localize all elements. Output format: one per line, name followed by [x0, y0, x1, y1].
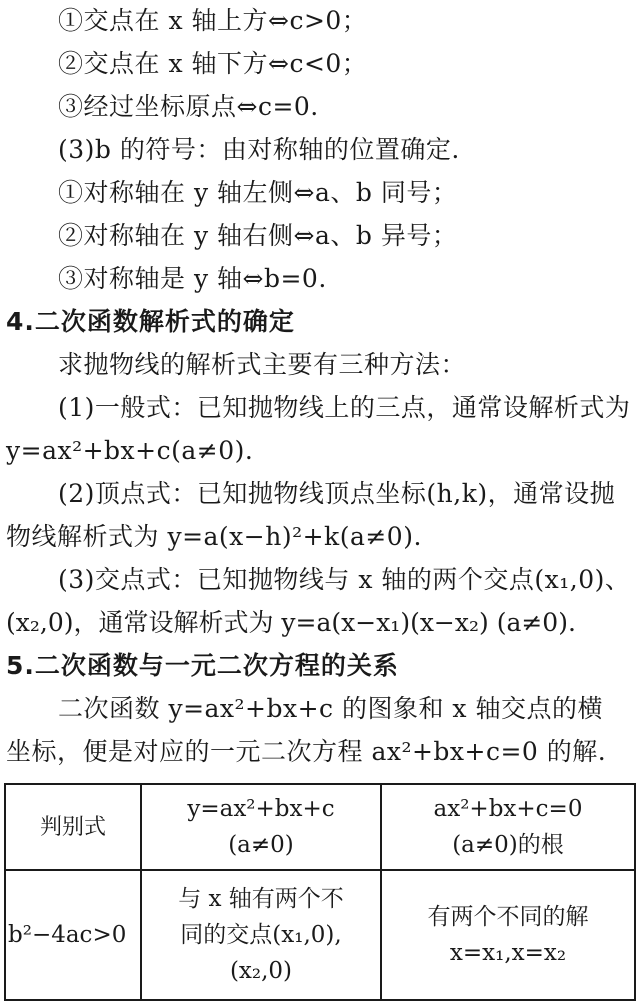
intersections-line3: (x₂,0)	[229, 958, 293, 984]
text-line-6: ②对称轴在 y 轴右侧⇔a、b 异号；	[58, 221, 458, 250]
text-line-9: 求抛物线的解析式主要有三种方法：	[58, 350, 467, 379]
roots-line1: 有两个不同的解	[427, 904, 589, 930]
discriminant-value: b²−4ac>0	[8, 922, 127, 948]
intersections-line2: 同的交点(x₁,0),	[180, 922, 342, 948]
text-line-12: (2)顶点式：已知抛物线顶点坐标(h,k)，通常设抛	[58, 479, 616, 508]
header-function	[141, 784, 381, 870]
text-line-15: (x₂,0)，通常设解析式为 y=a(x−x₁)(x−x₂) (a≠0).	[6, 608, 576, 637]
text-line-14: (3)交点式：已知抛物线与 x 轴的两个交点(x₁,0)、	[58, 565, 631, 594]
header-equation-roots	[381, 784, 635, 870]
text-line-5: ①对称轴在 y 轴左侧⇔a、b 同号；	[58, 178, 458, 207]
discriminant-table	[4, 783, 636, 1001]
text-line-7: ③对称轴是 y 轴⇔b=0.	[58, 264, 327, 293]
header-discriminant	[5, 784, 141, 870]
text-line-2: ②交点在 x 轴下方⇔c<0；	[58, 49, 368, 78]
table-header-row	[5, 784, 635, 870]
text-line-3: ③经过坐标原点⇔c=0.	[58, 92, 319, 121]
text-line-13: 物线解析式为 y=a(x−h)²+k(a≠0).	[6, 522, 422, 551]
table-row	[5, 870, 635, 1000]
cell-intersections	[141, 870, 381, 1000]
section-heading-5: 5.二次函数与一元二次方程的关系	[6, 651, 399, 680]
cell-discriminant-positive	[5, 870, 141, 1000]
header-roots-line1: ax²+bx+c=0	[433, 796, 583, 822]
text-line-1: ①交点在 x 轴上方⇔c>0；	[58, 6, 368, 35]
text-line-10: (1)一般式：已知抛物线上的三点，通常设解析式为	[58, 393, 631, 422]
header-discriminant-label: 判别式	[39, 814, 106, 840]
header-roots-line2: (a≠0)的根	[452, 832, 564, 858]
section-heading-4: 4.二次函数解析式的确定	[6, 307, 295, 336]
text-line-17: 二次函数 y=ax²+bx+c 的图象和 x 轴交点的横	[58, 694, 603, 723]
cell-roots	[381, 870, 635, 1000]
roots-line2: x=x₁,x=x₂	[449, 940, 567, 966]
header-function-line1: y=ax²+bx+c	[187, 796, 335, 822]
text-line-11: y=ax²+bx+c(a≠0).	[6, 436, 254, 465]
text-line-4: (3)b 的符号：由对称轴的位置确定.	[58, 135, 460, 164]
header-function-line2: (a≠0)	[228, 832, 294, 858]
text-line-18: 坐标，便是对应的一元二次方程 ax²+bx+c=0 的解.	[6, 737, 607, 766]
intersections-line1: 与 x 轴有两个不	[178, 886, 344, 912]
